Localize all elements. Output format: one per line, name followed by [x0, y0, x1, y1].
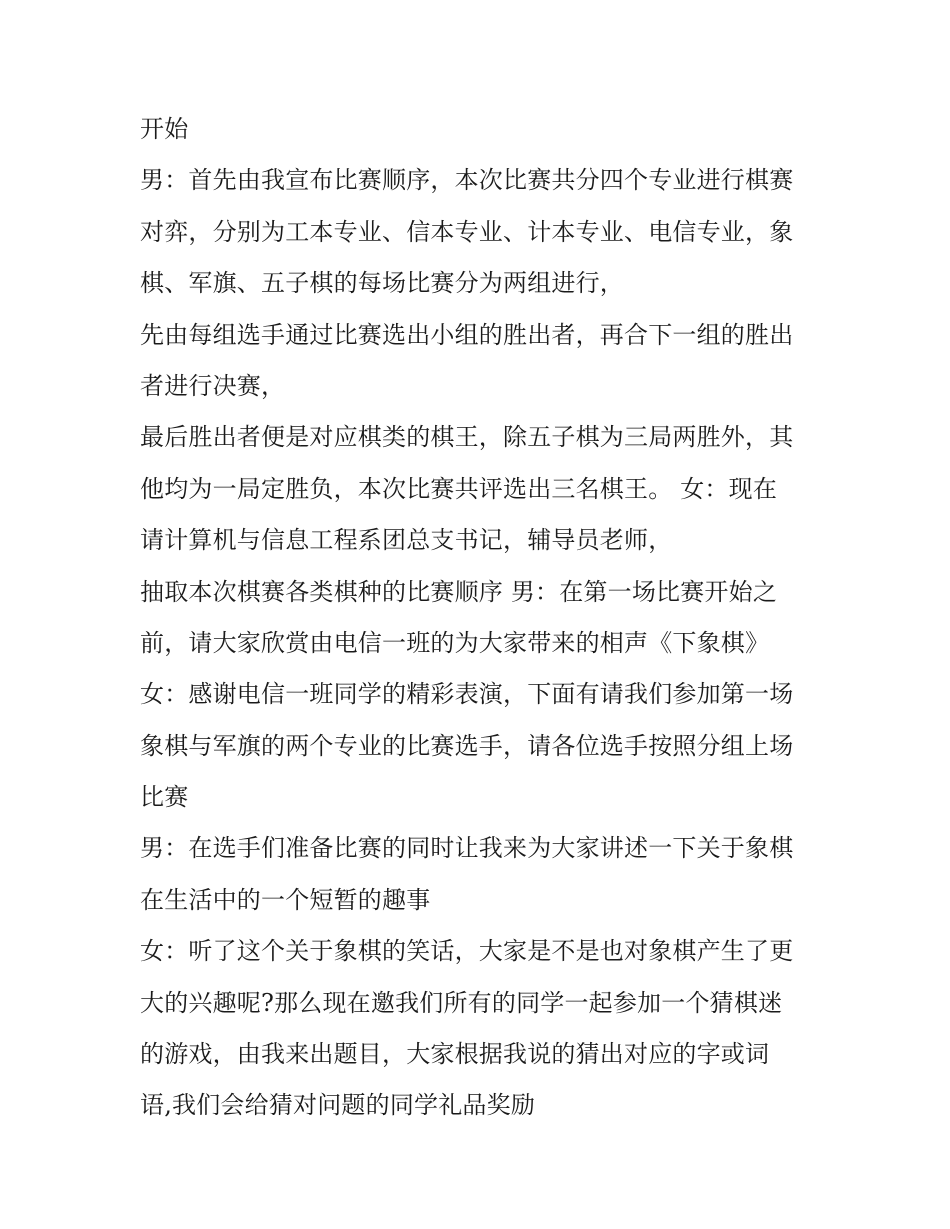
text-line: 先由每组选手通过比赛选出小组的胜出者，再合下一组的胜出 [140, 320, 794, 349]
text-line: 女：听了这个关于象棋的笑话，大家是不是也对象棋产生了更 [140, 937, 794, 966]
text-line: 在生活中的一个短暂的趣事 [140, 885, 431, 914]
text-line: 象棋与军旗的两个专业的比赛选手，请各位选手按照分组上场 [140, 731, 794, 760]
text-line: 的游戏，由我来出题目，大家根据我说的猜出对应的字或词 [140, 1040, 770, 1069]
text-line: 抽取本次棋赛各类棋种的比赛顺序 男：在第一场比赛开始之 [140, 577, 778, 606]
document-body [140, 106, 820, 1134]
text-line: 男：在选手们准备比赛的同时让我来为大家讲述一下关于象棋 [140, 834, 794, 863]
text-line: 大的兴趣呢?那么现在邀我们所有的同学一起参加一个猜棋迷 [140, 988, 783, 1017]
text-line: 棋、军旗、五子棋的每场比赛分为两组进行， [140, 269, 624, 298]
text-line: 他均为一局定胜负，本次比赛共评选出三名棋王。 女：现在 [140, 474, 778, 503]
text-line: 比赛 [140, 783, 189, 812]
text-line: 前，请大家欣赏由电信一班的为大家带来的相声《下象棋》 [140, 628, 770, 657]
text-line: 者进行决赛， [140, 371, 286, 400]
text-line: 语,我们会给猜对问题的同学礼品奖励 [140, 1091, 536, 1120]
text-line: 女：感谢电信一班同学的精彩表演，下面有请我们参加第一场 [140, 680, 794, 709]
text-line: 对弈，分别为工本专业、信本专业、计本专业、电信专业，象 [140, 217, 794, 246]
text-line: 男：首先由我宣布比赛顺序，本次比赛共分四个专业进行棋赛 [140, 166, 794, 195]
text-line: 开始 [140, 115, 189, 143]
text-line: 最后胜出者便是对应棋类的棋王，除五子棋为三局两胜外，其 [140, 423, 794, 452]
text-line: 请计算机与信息工程系团总支书记，辅导员老师， [140, 526, 673, 555]
